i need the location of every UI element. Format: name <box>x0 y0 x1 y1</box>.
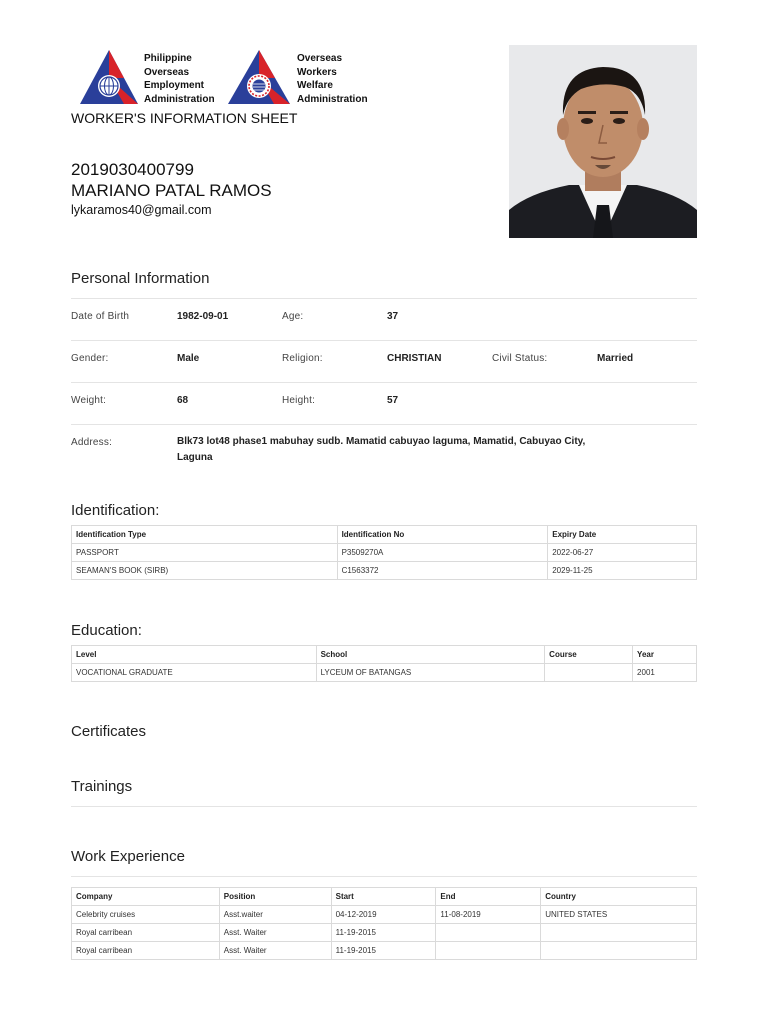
table-row <box>72 664 697 682</box>
gender-value: Male <box>177 353 200 364</box>
poea-logo-icon <box>78 48 140 106</box>
identification-title: Identification: <box>71 502 160 519</box>
table-header: Identification Type <box>72 526 338 544</box>
table-cell: 2029-11-25 <box>548 562 697 580</box>
age-label: Age: <box>282 311 304 322</box>
table-header: Start <box>331 888 436 906</box>
reference-number: 2019030400799 <box>71 160 194 179</box>
table-cell: VOCATIONAL GRADUATE <box>72 664 317 682</box>
table-header-row <box>72 888 697 906</box>
table-header: Level <box>72 646 317 664</box>
table-cell: Asst.waiter <box>219 906 331 924</box>
table-cell <box>541 942 697 960</box>
table-row <box>72 906 697 924</box>
table-cell: Royal carribean <box>72 942 220 960</box>
table-row <box>72 544 697 562</box>
poea-logo-text: Philippine Overseas Employment Administration <box>144 53 215 105</box>
weight-value: 68 <box>177 395 189 406</box>
address-label: Address: <box>71 437 113 448</box>
religion-value: CHRISTIAN <box>387 353 442 364</box>
address-value: Blk73 lot48 phase1 mabuhay sudb. Mamatid cabuyao laguma, Mamatid, Cabuyao City, Laguna <box>177 436 586 463</box>
table-cell <box>541 924 697 942</box>
table-cell: 2022-06-27 <box>548 544 697 562</box>
dob-value: 1982-09-01 <box>177 311 229 322</box>
worker-photo-icon <box>509 45 697 238</box>
table-header: Expiry Date <box>548 526 697 544</box>
identification-table <box>71 525 697 580</box>
table-header-row <box>72 646 697 664</box>
education-table <box>71 645 697 682</box>
civil-status-label: Civil Status: <box>492 353 548 364</box>
table-cell: LYCEUM OF BATANGAS <box>316 664 545 682</box>
religion-label: Religion: <box>282 353 323 364</box>
table-cell: C1563372 <box>337 562 548 580</box>
table-header: Position <box>219 888 331 906</box>
owwa-logo-block <box>226 48 376 108</box>
age-value: 37 <box>387 311 399 322</box>
table-cell: Asst. Waiter <box>219 942 331 960</box>
sheet-title: WORKER'S INFORMATION SHEET <box>71 110 298 126</box>
table-header: Identification No <box>337 526 548 544</box>
divider <box>71 382 697 383</box>
table-header: End <box>436 888 541 906</box>
table-cell <box>436 924 541 942</box>
table-cell: 2001 <box>633 664 697 682</box>
gender-label: Gender: <box>71 353 109 364</box>
table-cell <box>545 664 633 682</box>
table-cell <box>436 942 541 960</box>
height-value: 57 <box>387 395 399 406</box>
table-cell: 11-19-2015 <box>331 924 436 942</box>
table-cell: P3509270A <box>337 544 548 562</box>
table-cell: Royal carribean <box>72 924 220 942</box>
table-cell: UNITED STATES <box>541 906 697 924</box>
trainings-title: Trainings <box>71 778 133 795</box>
worker-name: MARIANO PATAL RAMOS <box>71 181 272 200</box>
divider <box>71 876 697 877</box>
table-row <box>72 942 697 960</box>
divider <box>71 298 697 299</box>
poea-logo-block <box>78 48 228 108</box>
table-cell: 04-12-2019 <box>331 906 436 924</box>
worker-photo <box>509 45 697 238</box>
divider <box>71 806 697 807</box>
table-row <box>72 924 697 942</box>
work-experience-table <box>71 887 697 960</box>
table-cell: Asst. Waiter <box>219 924 331 942</box>
table-cell: 11-08-2019 <box>436 906 541 924</box>
owwa-logo-text: Overseas Workers Welfare Administration <box>297 53 368 105</box>
table-header-row <box>72 526 697 544</box>
dob-label: Date of Birth <box>71 311 130 322</box>
divider <box>71 340 697 341</box>
certificates-title: Certificates <box>71 723 147 740</box>
divider <box>71 424 697 425</box>
table-row <box>72 562 697 580</box>
table-header: Course <box>545 646 633 664</box>
table-header: School <box>316 646 545 664</box>
owwa-logo-icon <box>226 48 292 106</box>
personal-info-title: Personal Information <box>71 270 210 287</box>
table-cell: PASSPORT <box>72 544 338 562</box>
work-experience-title: Work Experience <box>71 848 185 865</box>
civil-status-value: Married <box>597 353 634 364</box>
table-cell: SEAMAN'S BOOK (SIRB) <box>72 562 338 580</box>
table-header: Company <box>72 888 220 906</box>
weight-label: Weight: <box>71 395 107 406</box>
worker-email: lykaramos40@gmail.com <box>71 203 212 217</box>
table-cell: Celebrity cruises <box>72 906 220 924</box>
table-header: Year <box>633 646 697 664</box>
height-label: Height: <box>282 395 316 406</box>
table-cell: 11-19-2015 <box>331 942 436 960</box>
table-header: Country <box>541 888 697 906</box>
education-title: Education: <box>71 622 142 639</box>
